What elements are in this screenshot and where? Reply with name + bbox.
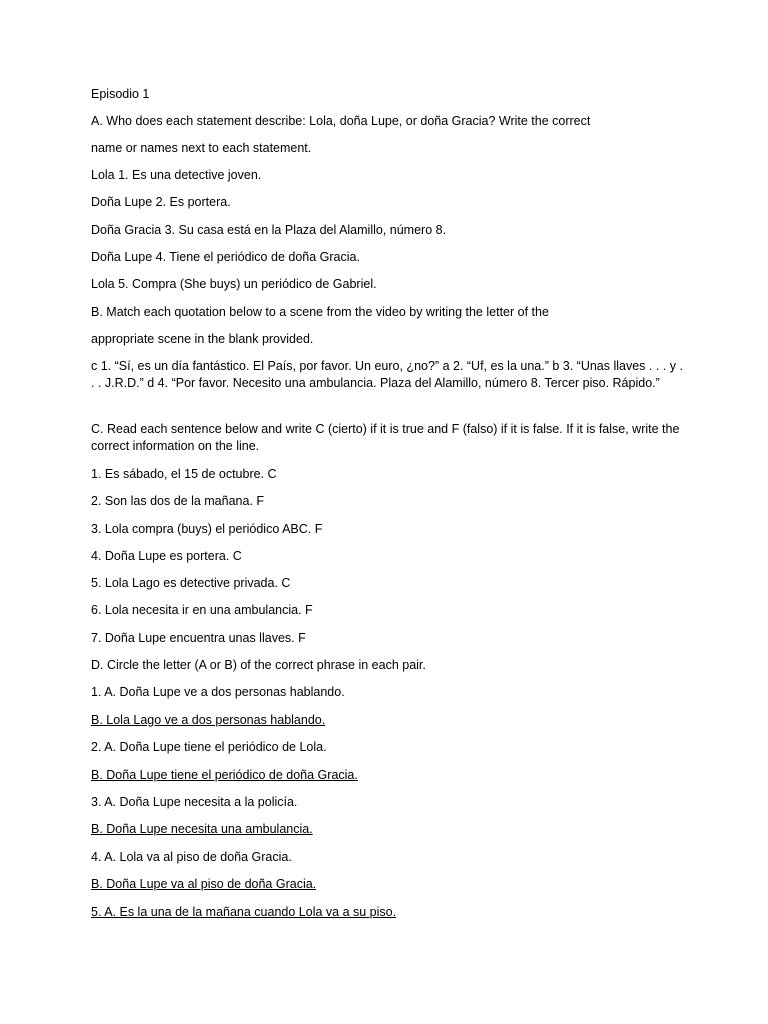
section-a-instructions-cont: name or names next to each statement. — [91, 141, 312, 155]
section-d-answer: B. Doña Lupe va al piso de doña Gracia. — [91, 877, 317, 891]
section-b-instructions-cont: appropriate scene in the blank provided. — [91, 332, 314, 346]
section-a-item: Lola 5. Compra (She buys) un periódico de Gabriel. — [91, 277, 377, 291]
section-c-item: 7. Doña Lupe encuentra unas llaves. F — [91, 631, 306, 645]
section-b-instructions: B. Match each quotation below to a scene from the video by writing the letter of the — [91, 305, 549, 319]
document-title: Episodio 1 — [91, 87, 150, 101]
section-d-item: 1. A. Doña Lupe ve a dos personas hablando. — [91, 685, 345, 699]
section-d-answer: B. Doña Lupe necesita una ambulancia. — [91, 822, 313, 836]
section-c-item: 1. Es sábado, el 15 de octubre. C — [91, 467, 277, 481]
section-d-item: 3. A. Doña Lupe necesita a la policía. — [91, 795, 298, 809]
section-c-instructions: C. Read each sentence below and write C (cierto) if it is true and F (falso) if it is false. If it is false, write the correct information on the line. — [91, 422, 680, 453]
section-a-item: Doña Lupe 2. Es portera. — [91, 195, 231, 209]
section-a-item: Lola 1. Es una detective joven. — [91, 168, 262, 182]
section-d-answer: 5. A. Es la una de la mañana cuando Lola va a su piso. — [91, 905, 397, 919]
section-c-item: 2. Son las dos de la mañana. F — [91, 494, 265, 508]
section-c-item: 4. Doña Lupe es portera. C — [91, 549, 242, 563]
section-d-answer: B. Lola Lago ve a dos personas hablando. — [91, 713, 326, 727]
section-c-item: 5. Lola Lago es detective privada. C — [91, 576, 291, 590]
section-a-item: Doña Gracia 3. Su casa está en la Plaza del Alamillo, número 8. — [91, 223, 447, 237]
section-d-answer: B. Doña Lupe tiene el periódico de doña Gracia. — [91, 768, 358, 782]
section-d-item: 4. A. Lola va al piso de doña Gracia. — [91, 850, 292, 864]
section-c-item: 6. Lola necesita ir en una ambulancia. F — [91, 603, 313, 617]
section-c-item: 3. Lola compra (buys) el periódico ABC. F — [91, 522, 323, 536]
section-b-quotations: c 1. “Sí, es un día fantástico. El País, por favor. Un euro, ¿no?” a 2. “Uf, es la una.” b 3. “Unas llaves . . . y . . . J.R.D.” d 4. “Por favor. Necesito una ambulancia. Plaza del Alamillo, número 8. Tercer piso. Rápido.” — [91, 359, 683, 390]
section-a-instructions: A. Who does each statement describe: Lola, doña Lupe, or doña Gracia? Write the correct — [91, 114, 591, 128]
section-d-instructions: D. Circle the letter (A or B) of the correct phrase in each pair. — [91, 658, 426, 672]
section-d-item: 2. A. Doña Lupe tiene el periódico de Lola. — [91, 740, 327, 754]
section-a-item: Doña Lupe 4. Tiene el periódico de doña Gracia. — [91, 250, 360, 264]
